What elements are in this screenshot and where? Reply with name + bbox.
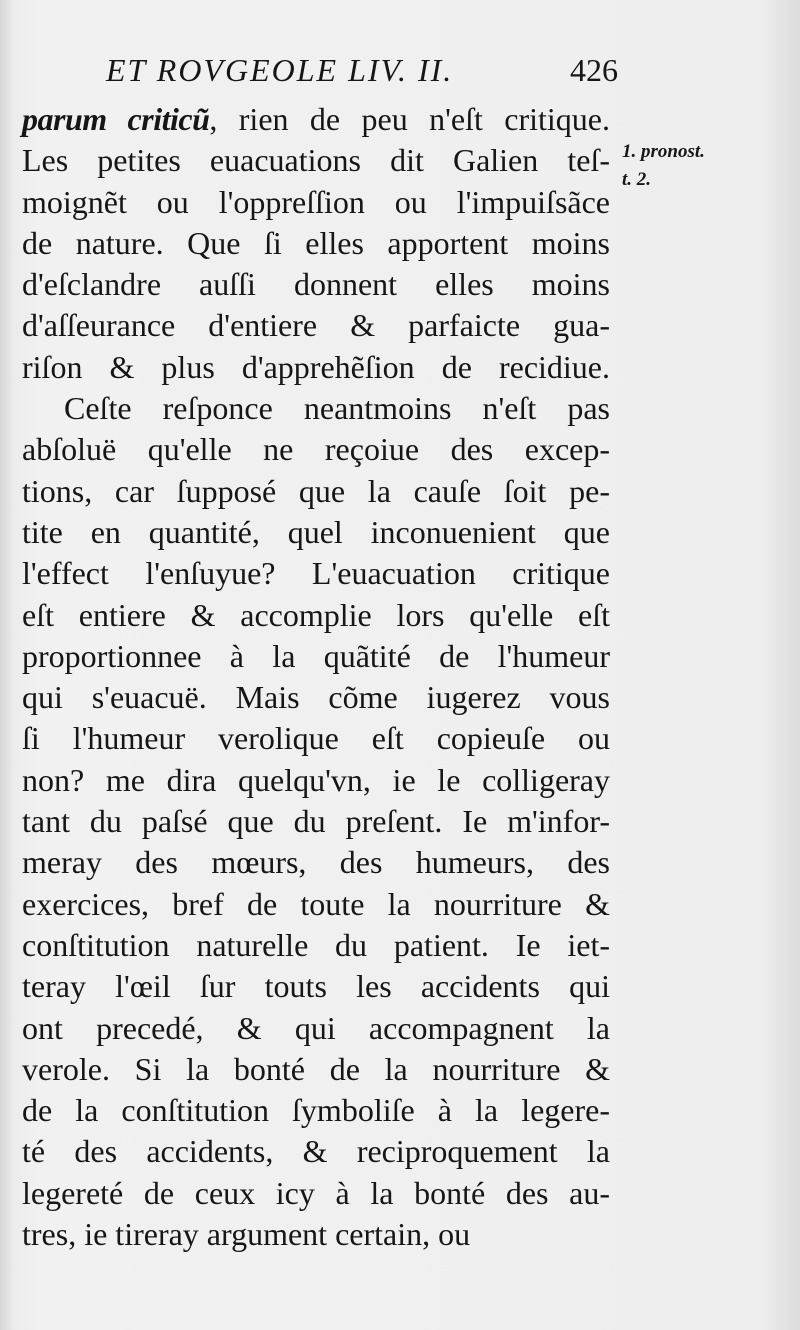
text-line: tres, ie tireray argument certain, ou	[22, 1216, 471, 1253]
text-line: d'eſclandre auſſi donnent elles moins	[22, 266, 610, 303]
page-number: 426	[570, 52, 618, 88]
text-line: teray l'œil ſur touts les accidents qui	[22, 968, 610, 1005]
text-line: tions, car ſupposé que la cauſe ſoit pe-	[22, 472, 610, 509]
text-line: ont precedé, & qui accompagnent la	[22, 1009, 610, 1046]
text-line: té des accidents, & reciproquement la	[22, 1133, 610, 1170]
text-line: tant du paſsé que du preſent. Ie m'infor-	[22, 803, 610, 840]
text-line: exercices, bref de toute la nourriture &	[22, 885, 610, 922]
text-line: tite en quantité, quel inconuenient que	[22, 513, 610, 550]
margin-note-line-2: t. 2.	[622, 169, 652, 190]
text-line: verole. Si la bonté de la nourriture &	[22, 1050, 610, 1087]
text-line: riſon & plus d'apprehẽſion de recidiue.	[22, 348, 610, 385]
text-line: Les petites euacuations dit Galien teſ-	[22, 142, 610, 179]
text-line: abſoluë qu'elle ne reçoiue des excep-	[22, 431, 610, 468]
text-line: de nature. Que ſi elles apportent moins	[22, 224, 610, 261]
text-line-1-rest: , rien de peu n'eſt critique.	[209, 101, 611, 137]
text-line: d'aſſeurance d'entiere & parfaicte gua-	[22, 307, 610, 344]
text-line: conſtitution naturelle du patient. Ie iet-	[22, 926, 610, 963]
text-line: meray des mœurs, des humeurs, des	[22, 844, 610, 881]
margin-note-line-1: 1. pronost.	[622, 141, 705, 162]
text-line: l'effect l'enſuyue? L'euacuation critique	[22, 555, 610, 592]
text-line: eſt entiere & accomplie lors qu'elle eſt	[22, 596, 610, 633]
latin-phrase: parum criticũ	[22, 101, 210, 137]
text-line: qui s'euacuë. Mais cõme iugerez vous	[22, 679, 610, 716]
margin-note	[622, 138, 752, 194]
text-line: de la conſtitution ſymboliſe à la legere-	[22, 1092, 610, 1129]
text-line: legereté de ceux icy à la bonté des au-	[22, 1174, 610, 1211]
text-line-1	[22, 99, 610, 140]
text-line: proportionnee à la quãtité de l'humeur	[22, 637, 610, 674]
running-header	[106, 52, 618, 98]
text-line: ſi l'humeur verolique eſt copieuſe ou	[22, 720, 610, 757]
paragraph-start-line: Ceſte reſponce neantmoins n'eſt pas	[64, 390, 610, 427]
body-text	[22, 99, 610, 1255]
running-title: ET ROVGEOLE LIV. II.	[106, 52, 454, 88]
text-line: non? me dira quelqu'vn, ie le colligeray	[22, 761, 610, 798]
text-line: moignẽt ou l'oppreſſion ou l'impuiſsãce	[22, 183, 610, 220]
